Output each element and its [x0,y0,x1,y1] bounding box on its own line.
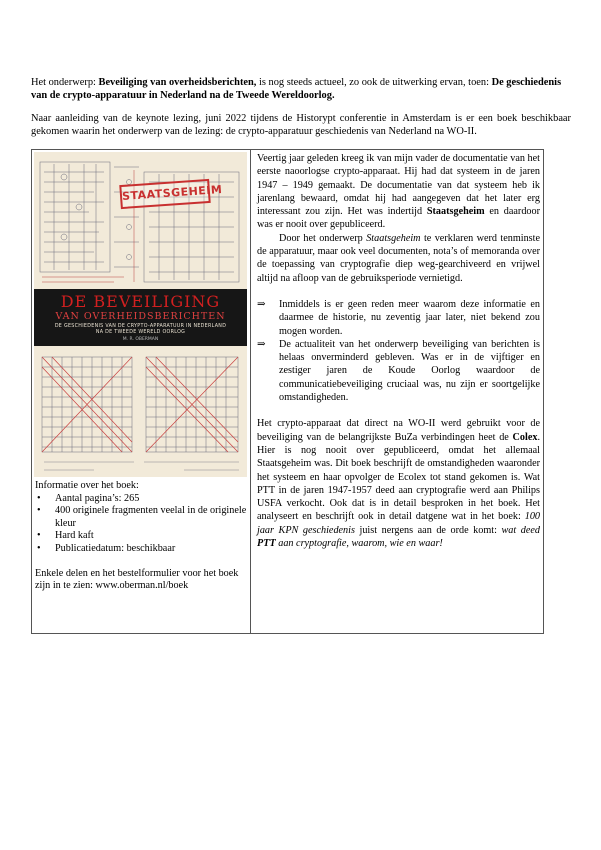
intro-mid: is nog steeds actueel, zo ook de uitwerking ervan, toen: [256,77,492,88]
intro-book-title: De geschiedenis van de crypto-apparatuur in Nederland na de Tweede Wereldoorlog. [31,77,562,101]
list-item: • Hard kaft [37,530,94,542]
book-info-box [31,149,544,634]
arrow-item-2: ⇒ De actualiteit van het onderwerp beveiliging van berichten is helaas onverminderd gebleven. Was er in de vijftiger en zestiger jaren de Koude Oorlog waardoor de communicatiebeveiliging cruciaal was, nu zijn er soortgelijke omstandigheden. [257,338,540,404]
intro-paragraph [31,76,571,102]
book-info-footer: Enkele delen en het bestelformulier voor het boek zijn in te zien: www.oberman.nl/boek [35,567,239,592]
arrow-icon: ⇒ [257,298,266,310]
list-item: • 400 originele fragmenten veelal in de originele kleur [37,505,247,529]
right-paragraph-2: Door het onderwerp Staatsgeheim te verklaren werd tenminste de apparatuur, maar ook veel documenten, nota’s of memoranda over de toepassing van cryptografie diep weg-gearchiveerd en vrijwel altijd na afloop van de gebruiksperiode vernietigd. [257,232,540,284]
cover-title-line2: VAN OVERHEIDSBERICHTEN [55,311,226,322]
arrow-icon: ⇒ [257,338,266,350]
list-item: • Aantal pagina’s: 265 [37,492,140,504]
column-divider [250,150,251,633]
cover-subtitle-line2: NA DE TWEEDE WERELD OORLOG [95,330,186,335]
cover-title-line1: DE BEVEILIGING [60,292,221,311]
intro-lead: Het onderwerp: [31,77,99,88]
right-paragraph-1: Veertig jaar geleden kreeg ik van mijn vader de documentatie van het eerste naoorlogse crypto-apparaat. Hij had dat systeem in de jaren 1947 – 1949 gemaakt. De documentatie van dat systeem heb ik jarenlang bewaard, omdat hij had aangegeven dat het later erg interessant zou zijn. Het was indertijd Staatsgeheim en daardoor was er nooit over gepubliceerd. [257,153,540,231]
list-item: • Publicatiedatum: beschikbaar [37,542,176,554]
arrow-item-1: ⇒ Inmiddels is er geen reden meer waarom deze informatie en daarmee de historie, nu zeventig jaar later, niet bekend zou mogen worden. [257,298,540,337]
staatsgeheim-stamp: STAATSGEHEIM [119,179,210,209]
intro-paragraph-2: Naar aanleiding van de keynote lezing, juni 2022 tijdens de Historypt conferentie in Amsterdam is er een boek beschikbaar gekomen waarin het onderwerp van de lezing: de crypto-apparatuur geschiedenis van Nederland na WO-II. [31,113,571,137]
cover-author: M. R. OBERMAN [122,337,159,342]
cover-subtitle-line1: DE GESCHIEDENIS VAN DE CRYPTO-APPARATUUR IN NEDERLAND [54,324,227,329]
cover-title-band [34,289,247,346]
book-info-heading: Informatie over het boek: [35,480,139,491]
book-info-list [35,493,249,556]
book-cover-image [34,152,247,477]
intro-subject: Beveiliging van overheidsberichten, [98,77,257,88]
left-column [33,151,249,633]
book-info [35,480,249,593]
cover-subtitle [38,324,243,336]
right-paragraph-3: Het crypto-apparaat dat direct na WO-II werd gebruikt voor de beveiliging van de belangrijkste BuZa verbindingen heet de Colex. Hier is nog nooit over gepubliceerd, omdat het allemaal Staatsgeheim was. Dit boek beschrijft de omstandigheden waaronder het systeem en haar opvolger de Ecolex tot stand gekomen is. Wat PTT in de jaren 1947-1957 deed aan cryptografie werd aan Philips USFA verkocht. Ook dat is in detail besproken in het boek. Het analyseert en beschrijft ook in detail datgene wat in het boek: 100 jaar KPN geschiedenis juist nergens aan de orde komt: wat deed PTT aan cryptografie, waarom, wie en waar! [257,418,540,550]
right-column [257,152,540,550]
